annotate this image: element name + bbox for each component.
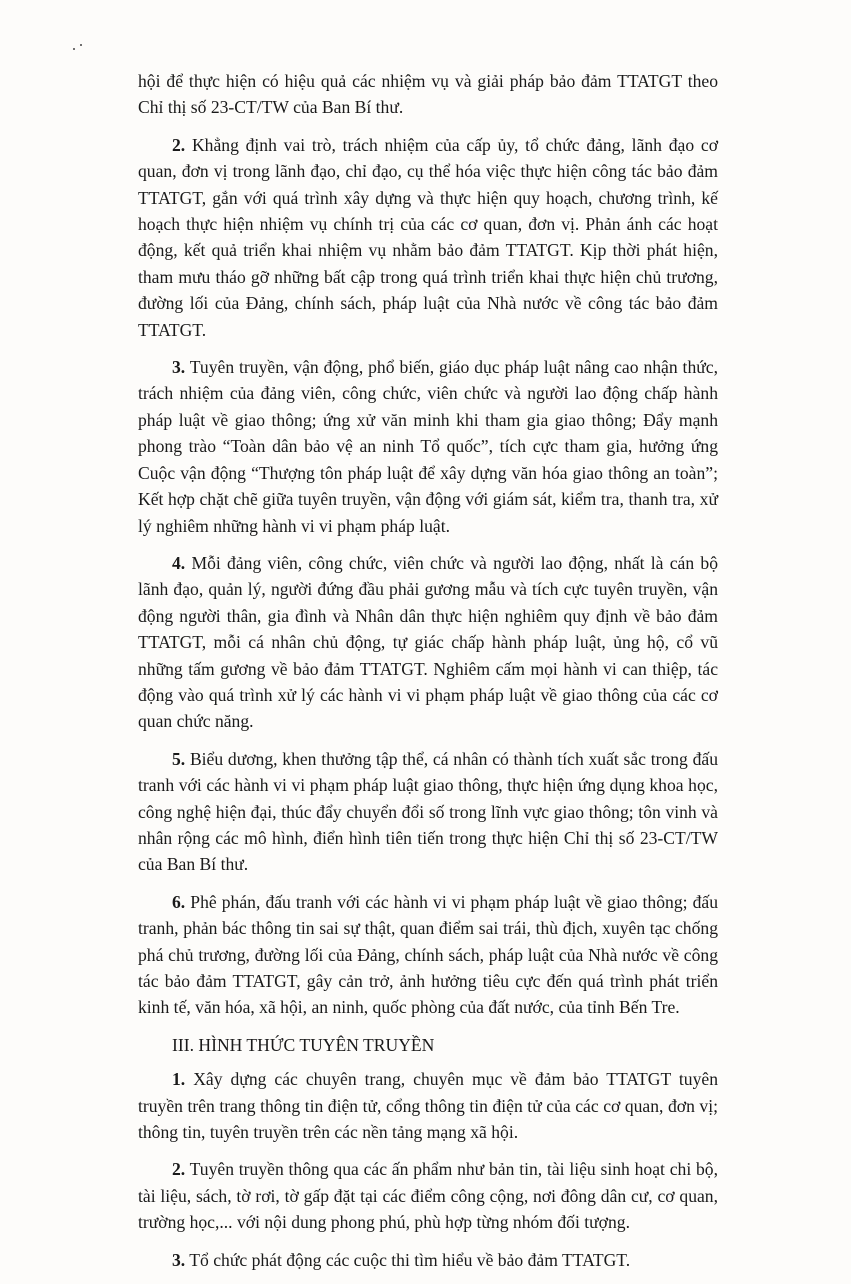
paragraph-item-6 — [138, 889, 718, 1021]
scan-speck — [73, 48, 75, 50]
paragraph-item-3 — [138, 354, 718, 539]
section-heading: III. HÌNH THỨC TUYÊN TRUYỀN — [172, 1034, 435, 1055]
item-number: 1. — [172, 1069, 186, 1090]
item-number: 2. — [172, 134, 186, 155]
paragraph-text: hội để thực hiện có hiệu quả các nhiệm vụ và giải pháp bảo đảm TTATGT theo Chỉ thị số 23-CT/TW của Ban Bí thư. — [138, 71, 718, 118]
section-item-2 — [138, 1156, 718, 1235]
paragraph-text: Tổ chức phát động các cuộc thi tìm hiểu về bảo đảm TTATGT. — [185, 1249, 631, 1270]
paragraph-text: Tuyên truyền, vận động, phổ biến, giáo dục pháp luật nâng cao nhận thức, trách nhiệm của đảng viên, công chức, viên chức và người lao động chấp hành pháp luật về giao thông; ứng xử văn minh khi tham gia giao thông; Đẩy mạnh phong trào “Toàn dân bảo vệ an ninh Tổ quốc”, tích cực tham gia, hưởng ứng Cuộc vận động “Thượng tôn pháp luật để xây dựng văn hóa giao thông an toàn”; Kết hợp chặt chẽ giữa tuyên truyền, vận động với giám sát, kiểm tra, thanh tra, xử lý nghiêm những hành vi vi phạm pháp luật. — [138, 357, 718, 536]
paragraph-text: Phê phán, đấu tranh với các hành vi vi phạm pháp luật về giao thông; đấu tranh, phản bác thông tin sai sự thật, quan điểm sai trái, thù địch, xuyên tạc chống phá chủ trương, đường lối của Đảng, chính sách, pháp luật của Nhà nước về công tác bảo đảm TTATGT, gây cản trở, ảnh hưởng tiêu cực đến quá trình phát triển kinh tế, văn hóa, xã hội, an ninh, quốc phòng của đất nước, của tỉnh Bến Tre. — [138, 891, 718, 1018]
paragraph-text: Mỗi đảng viên, công chức, viên chức và người lao động, nhất là cán bộ lãnh đạo, quản lý, người đứng đầu phải gương mẫu và tích cực tuyên truyền, vận động người thân, gia đình và Nhân dân thực hiện nghiêm quy định về bảo đảm TTATGT, mỗi cá nhân chủ động, tự giác chấp hành pháp luật, ủng hộ, cổ vũ những tấm gương về bảo đảm TTATGT. Nghiêm cấm mọi hành vi can thiệp, tác động vào quá trình xử lý các hành vi vi phạm pháp luật về giao thông của các cơ quan chức năng. — [138, 552, 718, 732]
paragraph-text: Khẳng định vai trò, trách nhiệm của cấp ủy, tổ chức đảng, lãnh đạo cơ quan, đơn vị trong lãnh đạo, chỉ đạo, cụ thể hóa việc thực hiện công tác bảo đảm TTATGT, gắn với quá trình xây dựng và thực hiện quy hoạch, chương trình, kế hoạch thực hiện nhiệm vụ chính trị của các cơ quan, đơn vị. Phản ánh các hoạt động, kết quả triển khai nhiệm vụ nhằm bảo đảm TTATGT. Kịp thời phát hiện, tham mưu tháo gỡ những bất cập trong quá trình triển khai thực hiện chủ trương, đường lối của Đảng, chính sách, pháp luật của Nhà nước về công tác bảo đảm TTATGT. — [138, 134, 718, 340]
paragraph-item-4 — [138, 550, 718, 735]
paragraph-item-2 — [138, 132, 718, 343]
paragraph-text: Xây dựng các chuyên trang, chuyên mục về đảm bảo TTATGT tuyên truyền trên trang thông tin điện tử, cổng thông tin điện tử của các cơ quan, đơn vị; thông tin, tuyên truyền trên các nền tảng mạng xã hội. — [138, 1069, 718, 1143]
paragraph-text: Biểu dương, khen thưởng tập thể, cá nhân có thành tích xuất sắc trong đấu tranh với các hành vi vi phạm pháp luật giao thông, thực hiện ứng dụng khoa học, công nghệ hiện đại, thúc đẩy chuyển đổi số trong lĩnh vực giao thông; tôn vinh và nhân rộng các mô hình, điển hình tiên tiến trong thực hiện Chỉ thị số 23-CT/TW của Ban Bí thư. — [138, 748, 718, 875]
scan-speck — [80, 44, 82, 46]
item-number: 3. — [172, 1249, 186, 1270]
item-number: 4. — [172, 552, 186, 573]
paragraph-text: Tuyên truyền thông qua các ấn phẩm như bản tin, tài liệu sinh hoạt chi bộ, tài liệu, sách, tờ rơi, tờ gấp đặt tại các điểm công cộng, nơi đông dân cư, cơ quan, trường học,... với nội dung phong phú, phù hợp từng nhóm đối tượng. — [138, 1159, 718, 1233]
paragraph-item-5 — [138, 746, 718, 878]
item-number: 5. — [172, 748, 186, 769]
item-number: 3. — [172, 357, 186, 378]
paragraph-continuation — [138, 68, 718, 121]
item-number: 2. — [172, 1159, 186, 1180]
document-body — [138, 68, 718, 1284]
item-number: 6. — [172, 891, 186, 912]
section-item-1 — [138, 1066, 718, 1145]
section-item-3 — [138, 1247, 718, 1273]
